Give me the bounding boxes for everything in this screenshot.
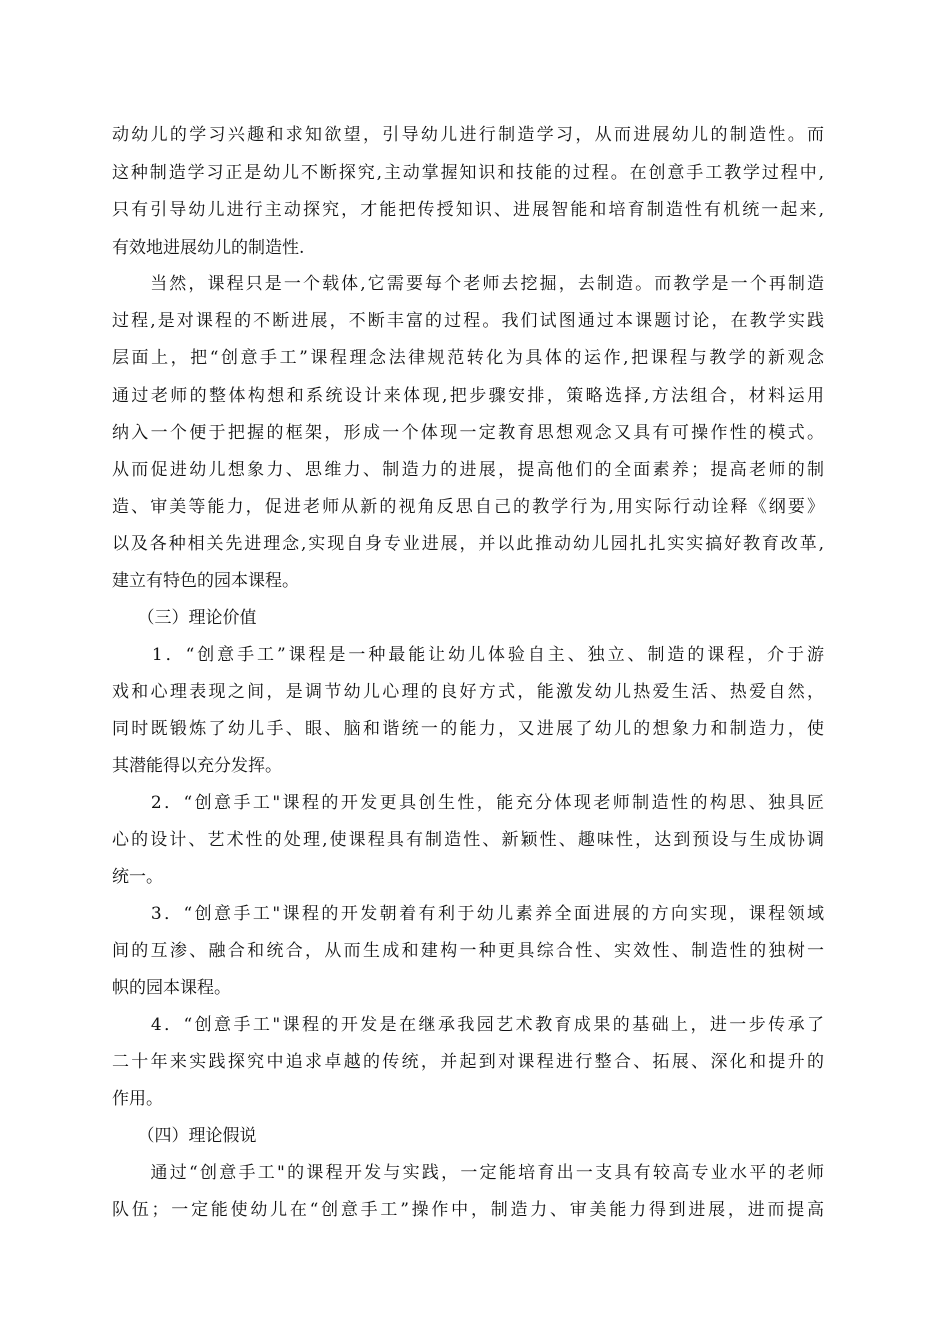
text-line: 4．“创意手工"课程的开发是在继承我园艺术教育成果的基础上，进一步传承了 (112, 1015, 824, 1035)
text-line: 层面上，把“创意手工”课程理念法律规范转化为具体的运作,把课程与教学的新观念 (112, 348, 824, 368)
section-heading: （三）理论价值 (112, 608, 257, 628)
text-line: 通过老师的整体构想和系统设计来体现,把步骤安排，策略选择,方法组合，材料运用 (112, 386, 824, 406)
text-line: 帜的园本课程。 (112, 978, 231, 998)
text-line: 造、审美等能力，促进老师从新的视角反思自己的教学行为,用实际行动诠释《纲要》 (112, 497, 824, 517)
text-line: 有效地进展幼儿的制造性. (112, 238, 305, 258)
text-line: 建立有特色的园本课程。 (112, 571, 299, 591)
text-line: 纳入一个便于把握的框架，形成一个体现一定教育思想观念又具有可操作性的模式。 (112, 423, 824, 443)
text-line: 心的设计、艺术性的处理,使课程具有制造性、新颖性、趣味性，达到预设与生成协调 (112, 830, 824, 850)
section-heading: （四）理论假说 (112, 1126, 257, 1146)
text-line: 其潜能得以充分发挥。 (112, 756, 282, 776)
text-line: 以及各种相关先进理念,实现自身专业进展，并以此推动幼儿园扎扎实实搞好教育改革, (112, 534, 824, 554)
text-line: 只有引导幼儿进行主动探究，才能把传授知识、进展智能和培育制造性有机统一起来, (112, 200, 824, 220)
text-line: 戏和心理表现之间，是调节幼儿心理的良好方式，能激发幼儿热爱生活、热爱自然， (112, 682, 824, 702)
text-line: 队伍；一定能使幼儿在“创意手工”操作中，制造力、审美能力得到进展，进而提高 (112, 1200, 824, 1220)
text-line: 2．“创意手工"课程的开发更具创生性，能充分体现老师制造性的构思、独具匠 (112, 793, 824, 813)
text-line: 过程,是对课程的不断进展，不断丰富的过程。我们试图通过本课题讨论，在教学实践 (112, 311, 824, 331)
text-line: 这种制造学习正是幼儿不断探究,主动掌握知识和技能的过程。在创意手工教学过程中, (112, 163, 824, 183)
text-line: 作用。 (112, 1089, 163, 1109)
text-line: 间的互渗、融合和统合，从而生成和建构一种更具综合性、实效性、制造性的独树一 (112, 941, 824, 961)
text-line: 统一。 (112, 867, 163, 887)
text-line: 3．“创意手工"课程的开发朝着有利于幼儿素养全面进展的方向实现，课程领域 (112, 904, 824, 924)
text-line: 从而促进幼儿想象力、思维力、制造力的进展，提高他们的全面素养；提高老师的制 (112, 460, 824, 480)
text-line: 当然，课程只是一个载体,它需要每个老师去挖掘，去制造。而教学是一个再制造 (112, 274, 824, 294)
text-line: 动幼儿的学习兴趣和求知欲望，引导幼儿进行制造学习，从而进展幼儿的制造性。而 (112, 125, 824, 145)
text-line: 同时既锻炼了幼儿手、眼、脑和谐统一的能力，又进展了幼儿的想象力和制造力，使 (112, 719, 824, 739)
text-line: 1．“创意手工”课程是一种最能让幼儿体验自主、独立、制造的课程，介于游 (112, 645, 824, 665)
text-line: 通过“创意手工"的课程开发与实践，一定能培育出一支具有较高专业水平的老师 (112, 1163, 824, 1183)
text-line: 二十年来实践探究中追求卓越的传统，并起到对课程进行整合、拓展、深化和提升的 (112, 1052, 824, 1072)
